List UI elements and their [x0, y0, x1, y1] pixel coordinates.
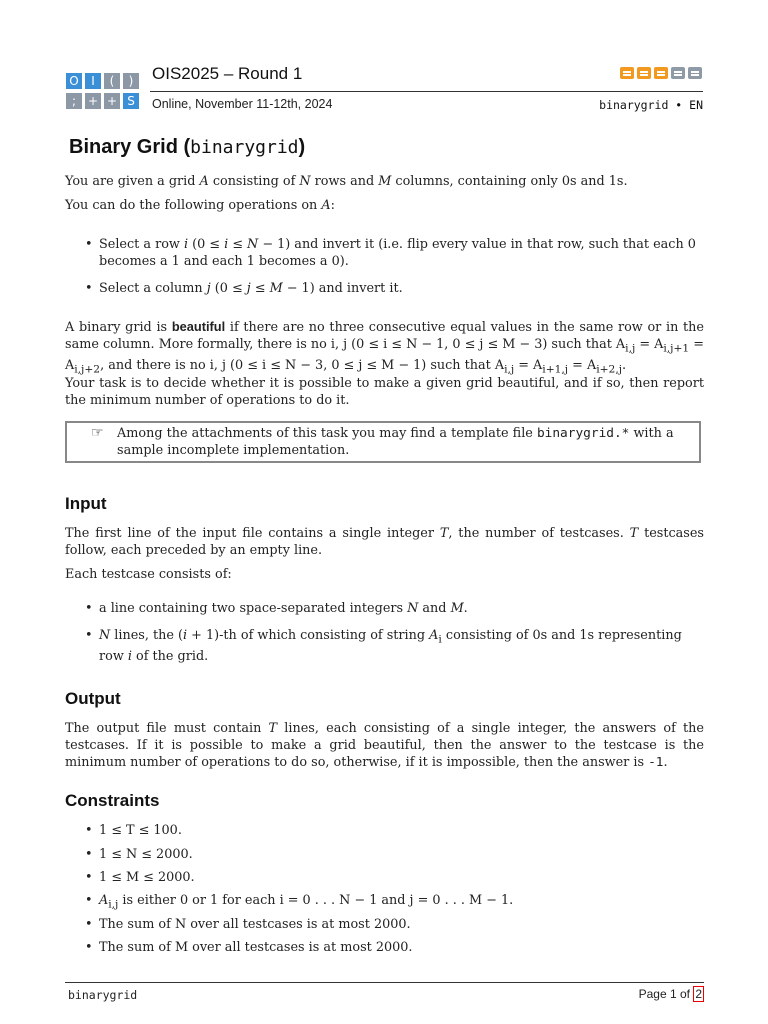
difficulty-block-icon	[688, 67, 702, 79]
math: T	[439, 526, 449, 541]
pointing-hand-icon: ☞	[91, 425, 104, 441]
output-paragraph	[65, 720, 704, 771]
text: consisting of	[208, 174, 300, 189]
difficulty-block-icon	[654, 67, 668, 79]
logo-cell: )	[123, 73, 139, 89]
subscript: i,j+1	[663, 341, 690, 355]
text: a line containing two space-separated integers	[99, 601, 408, 616]
text: columns, containing only 0s and 1s.	[391, 174, 628, 189]
text: A binary grid is	[65, 320, 172, 335]
text: if there are no three consecutive equal values in the same row or in the same column. More formally, there is no i, j (0 ≤ i ≤ N − 1, 0 ≤ j ≤ M − 3) such that A	[65, 320, 704, 352]
text: (0 ≤	[188, 237, 225, 252]
title-text: Binary Grid (	[69, 136, 191, 158]
math: N	[247, 237, 259, 252]
text: , and there is no i, j (0 ≤ i ≤ N − 3, 0 ≤ j ≤ M − 1) such that A	[100, 357, 505, 373]
task-paragraph: Your task is to decide whether it is possible to make a given grid beautiful, and if so, then report the minimum number of operations to do it.	[65, 376, 704, 408]
title-code: binarygrid	[190, 137, 299, 158]
subscript: i,j	[504, 362, 515, 376]
section-heading-output: Output	[65, 689, 121, 708]
text: The output file must contain	[65, 721, 269, 736]
beautiful-definition	[65, 318, 704, 377]
constraint-item	[85, 846, 705, 863]
logo-cell: O	[66, 73, 82, 89]
footer-task-id: binarygrid	[68, 988, 138, 1002]
template-filename: binarygrid.*	[536, 426, 630, 441]
difficulty-rating	[620, 67, 704, 81]
text: testcases follow, each preceded by an empty line.	[65, 526, 704, 558]
round-title: OIS2025 – Round 1	[152, 64, 303, 83]
constraint-item	[85, 916, 705, 933]
input-paragraph: Each testcase consists of:	[65, 567, 232, 582]
template-note	[65, 421, 701, 463]
text: • The sum of M over all testcases is at most 2000.	[99, 940, 413, 955]
text: lines, the (	[110, 628, 183, 643]
code-literal: -1	[648, 755, 664, 770]
text: and	[418, 601, 451, 616]
text: = A	[635, 337, 664, 352]
term-beautiful: beautiful	[171, 319, 226, 334]
text: The first line of the input file contains a single integer	[65, 526, 440, 541]
math: i	[183, 628, 188, 643]
subscript: i+1,j	[542, 362, 569, 376]
subscript: i,j	[625, 341, 636, 355]
footer-divider	[65, 982, 704, 983]
text: • 1 ≤ N ≤ 2000.	[99, 847, 193, 862]
text: = A	[568, 357, 597, 373]
task-id-language: binarygrid • EN	[599, 98, 703, 112]
text: • 1 ≤ T ≤ 100.	[99, 823, 182, 838]
math: j	[206, 281, 211, 296]
text: of the grid.	[131, 648, 209, 664]
math: A	[429, 628, 439, 643]
math: A	[99, 893, 109, 908]
text: :	[330, 198, 335, 213]
difficulty-block-icon	[671, 67, 685, 79]
input-paragraph	[65, 525, 704, 559]
text: You are given a grid	[65, 174, 200, 189]
subscript: i,j+2	[74, 362, 101, 376]
math: i	[127, 648, 132, 664]
text: lines, each consisting of a single integer, the answers of the testcases. If it is possible to make a grid beautiful, then the answer to the testcase is the minimum number of operations to do so, otherwise, if it is impossible, then the answer is	[65, 721, 704, 770]
logo-cell: +	[85, 93, 101, 109]
constraint-item	[85, 892, 705, 913]
math: i	[224, 237, 229, 252]
math: A	[199, 174, 209, 189]
math: N	[407, 601, 419, 616]
constraint-item	[85, 822, 705, 839]
text: Page 1 of	[638, 987, 694, 1001]
statement-paragraph	[65, 173, 704, 190]
text: + 1)-th of which consisting of string	[187, 628, 430, 643]
page-total-link[interactable]: 2	[695, 987, 702, 1001]
text: You can do the following operations on	[65, 198, 322, 213]
math: M	[378, 174, 392, 189]
problem-title	[69, 136, 305, 159]
text: .	[663, 755, 668, 770]
operation-item	[85, 280, 705, 297]
subscript: i+2,j	[596, 362, 623, 376]
math: i	[183, 237, 189, 252]
difficulty-block-icon	[620, 67, 634, 79]
operation-item	[85, 236, 705, 270]
text: = A	[65, 337, 704, 373]
text: rows and	[310, 174, 379, 189]
title-close: )	[298, 136, 306, 158]
text: − 1) and invert it (i.e. flip every value in that row, such that each 0 becomes a 1 and each 1 becomes a 0).	[99, 237, 696, 269]
olympiad-logo	[66, 73, 140, 109]
math: N	[299, 174, 311, 189]
input-item	[85, 600, 705, 617]
section-heading-input: Input	[65, 494, 107, 513]
text: (0 ≤	[210, 281, 247, 296]
constraint-item	[85, 869, 705, 886]
logo-cell: +	[104, 93, 120, 109]
page-number	[639, 987, 704, 1001]
text: .	[463, 601, 468, 616]
logo-cell: I	[85, 73, 101, 89]
text: ≤	[250, 281, 270, 296]
text: = A	[514, 357, 543, 373]
text: is either 0 or 1 for each i = 0 . . . N − 1 and j = 0 . . . M − 1.	[118, 893, 514, 908]
constraint-item	[85, 939, 705, 956]
math: M	[450, 601, 464, 616]
text: with a sample incomplete implementation.	[117, 426, 674, 458]
header-divider	[150, 91, 703, 92]
math: T	[629, 526, 639, 541]
text: − 1) and invert it.	[282, 281, 403, 296]
math: M	[269, 281, 283, 296]
statement-paragraph	[65, 197, 704, 214]
text: • The sum of N over all testcases is at most 2000.	[99, 917, 411, 932]
text: Select a row	[99, 237, 184, 252]
math: T	[268, 721, 278, 736]
text: • 1 ≤ M ≤ 2000.	[99, 870, 195, 885]
difficulty-block-icon	[637, 67, 651, 79]
text: .	[622, 357, 627, 373]
section-heading-constraints: Constraints	[65, 791, 160, 810]
input-item	[85, 627, 705, 665]
math: N	[99, 628, 111, 643]
text: ≤	[228, 237, 248, 252]
math: A	[321, 198, 331, 213]
text: consisting of 0s and 1s representing row	[99, 628, 682, 664]
text: , the number of testcases.	[448, 526, 630, 541]
subscript: i	[438, 632, 442, 646]
logo-cell: S	[123, 93, 139, 109]
contest-date: Online, November 11-12th, 2024	[152, 97, 333, 111]
text: Select a column	[99, 281, 207, 296]
logo-cell: ;	[66, 93, 82, 109]
logo-cell: (	[104, 73, 120, 89]
subscript: i,j	[108, 897, 119, 911]
math: j	[246, 281, 251, 296]
text: Among the attachments of this task you may find a template file	[117, 426, 537, 441]
